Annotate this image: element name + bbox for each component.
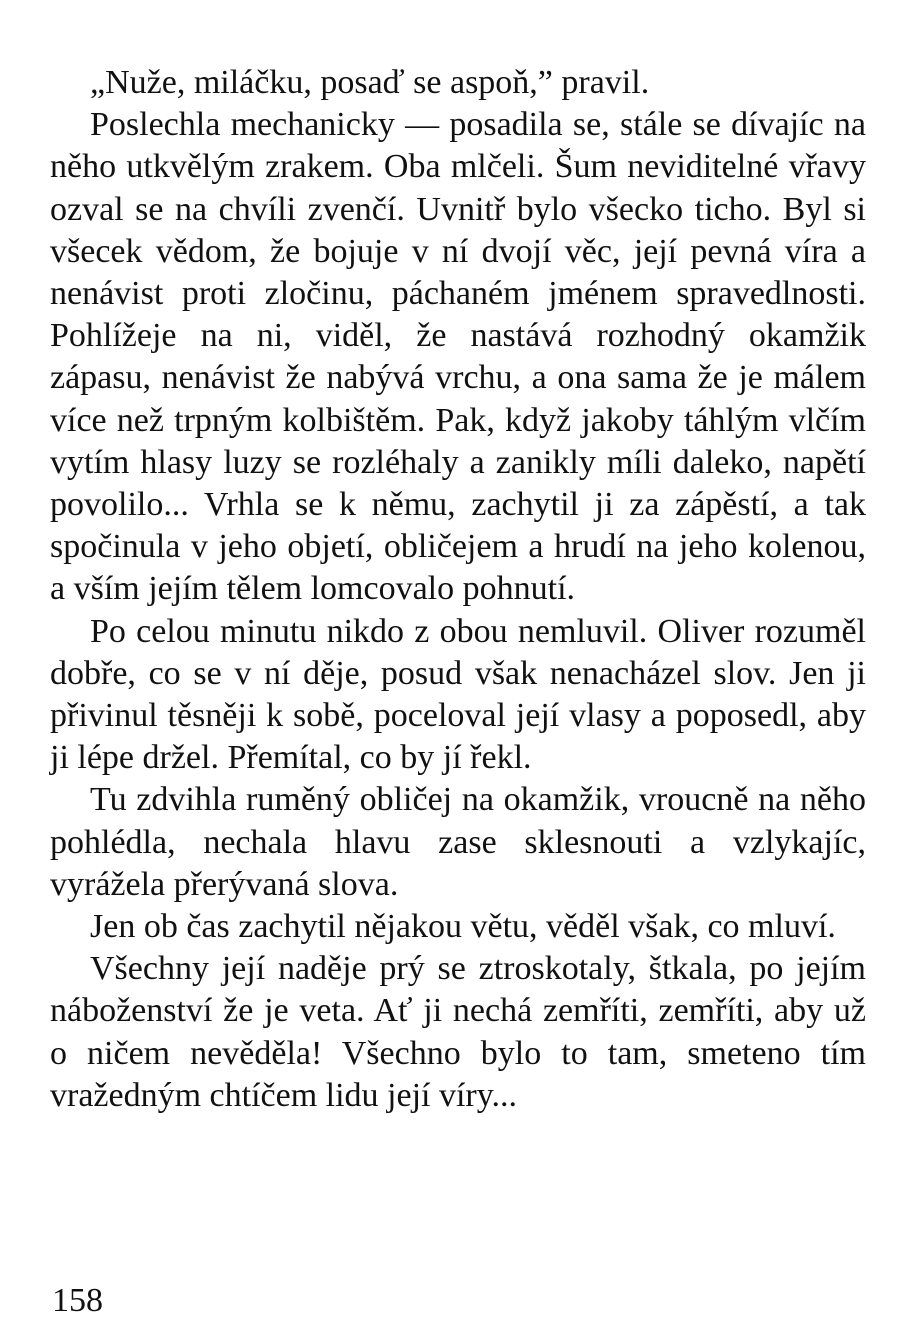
paragraph-1: „Nuže, miláčku, posaď se aspoň,” pravil. xyxy=(90,64,650,101)
paragraph-2: Poslechla mechanicky — posadila se, stále se dívajíc na něho utkvělým zrakem. Oba mlčeli. Šum neviditelné vřavy ozval se na chvíli zvenčí. Uvnitř bylo všecko ticho. Byl si všecek vědom, že bojuje v ní dvojí věc, její pevná víra a nenávist proti zločinu, páchaném jménem spravedlnosti. Pohlížeje na ni, viděl, že nastává rozhodný okamžik zápasu, nenávist že nabývá vrchu, a ona sama že je málem více než trpným kolbištěm. Pak, když jakoby táhlým vlčím vytím hlasy luzy se rozléhaly a zanikly míli daleko, napětí povolilo... Vrhla se k němu, zachytil ji za zápěstí, a tak spočinula v jeho objetí, obličejem a hrudí na jeho kolenou, a vším jejím tělem lomcovalo pohnutí. xyxy=(50,106,866,608)
paragraph-3: Po celou minutu nikdo z obou nemluvil. Oliver rozuměl dobře, co se v ní děje, posud však nenacházel slov. Jen ji přivinul těsněji k sobě, poceloval její vlasy a poposedl, aby ji lépe držel. Přemítal, co by jí řekl. xyxy=(50,612,866,777)
paragraph-4: Tu zdvihla ruměný obličej na okamžik, vroucně na něho pohlédla, nechala hlavu zase sklesnouti a vzlykajíc, vyrážela přerývaná slova. xyxy=(50,781,866,903)
paragraph-6: Všechny její naděje prý se ztroskotaly, štkala, po jejím náboženství že je veta. Ať ji nechá zemříti, zemříti, aby už o ničem nevěděla! Všechno bylo to tam, smeteno tím vražedným chtíčem lidu její víry... xyxy=(50,950,866,1114)
page-body xyxy=(50,62,866,1117)
page-number: 158 xyxy=(52,1282,103,1319)
paragraph-5: Jen ob čas zachytil nějakou větu, věděl však, co mluví. xyxy=(90,908,836,946)
